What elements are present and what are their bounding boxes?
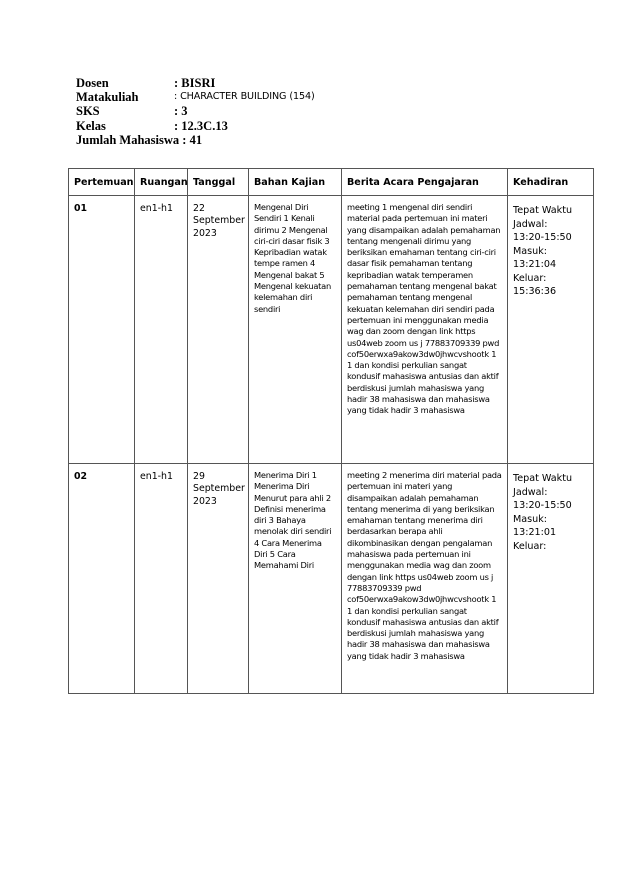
cell-bahan-kajian: Menerima Diri 1 Menerima Diri Menurut para ahli 2 Definisi menerima diri 3 Bahaya menolak diri sendiri 4 Cara Menerima Diri 5 Cara Memahami Diri xyxy=(249,464,342,694)
keluar-label: Keluar: xyxy=(513,540,547,552)
cell-pertemuan: 01 xyxy=(69,196,135,464)
info-kelas xyxy=(76,119,315,133)
info-value: : 41 xyxy=(182,132,203,147)
info-dosen xyxy=(76,76,315,90)
column-header: Tanggal xyxy=(188,169,249,196)
column-header: Kehadiran xyxy=(508,169,594,196)
jadwal-value: 13:20-15:50 xyxy=(513,232,572,243)
table-row xyxy=(69,464,594,694)
column-header: Bahan Kajian xyxy=(249,169,342,196)
cell-bahan-kajian: Mengenal Diri Sendiri 1 Kenali dirimu 2 Mengenal ciri-ciri dasar fisik 3 Kepribadian watak tempe ramen 4 Mengenal bakat 5 Mengenal kekuatan kelemahan diri sendiri xyxy=(249,196,342,464)
cell-ruangan: en1-h1 xyxy=(135,464,188,694)
cell-kehadiran xyxy=(508,196,594,464)
info-label: Kelas xyxy=(76,118,106,133)
cell-tanggal: 29 September 2023 xyxy=(188,464,249,694)
info-value: : BISRI xyxy=(174,76,216,90)
info-jumlah xyxy=(76,133,315,147)
info-label: Dosen xyxy=(76,76,109,90)
table-header-row xyxy=(69,169,594,196)
jadwal-value: 13:20-15:50 xyxy=(513,500,572,511)
info-label: Matakuliah xyxy=(76,90,139,105)
info-label: Jumlah Mahasiswa xyxy=(76,132,180,147)
course-info xyxy=(76,76,315,147)
column-header: Berita Acara Pengajaran xyxy=(342,169,508,196)
masuk-label: Masuk: xyxy=(513,513,548,525)
jadwal-label: Jadwal: xyxy=(513,486,548,498)
kehadiran-status: Tepat Waktu xyxy=(513,205,573,216)
masuk-value: 13:21:01 xyxy=(513,527,557,538)
cell-pertemuan: 02 xyxy=(69,464,135,694)
info-sks xyxy=(76,104,315,118)
masuk-value: 13:21:04 xyxy=(513,259,557,270)
kehadiran-status: Tepat Waktu xyxy=(513,473,573,484)
info-label: SKS xyxy=(76,104,100,119)
attendance-table xyxy=(68,168,594,694)
table-row xyxy=(69,196,594,464)
info-value: : CHARACTER BUILDING (154) xyxy=(174,91,315,103)
cell-ruangan: en1-h1 xyxy=(135,196,188,464)
cell-kehadiran xyxy=(508,464,594,694)
cell-berita-acara: meeting 2 menerima diri material pada pertemuan ini materi yang disampaikan adalah pemahaman tentang menerima di yang beriksikan emahaman tentang menerima diri berdasarkan berapa ahli dikombinasikan dengan pengalaman mahasiswa pada pertemuan ini menggunakan media wag dan zoom dengan link https us04web zoom us j 77883709339 pwd cof50erwxa9akow3dw0jhwcvshootk 1 1 dan kondisi perkulian sangat kondusif mahasiswa antusias dan aktif berdiskusi jumlah mahasiswa yang hadir 38 mahasiswa dan mahasiswa yang tidak hadir 3 mahasiswa xyxy=(342,464,508,694)
keluar-value: 15:36:36 xyxy=(513,286,557,297)
cell-tanggal: 22 September 2023 xyxy=(188,196,249,464)
cell-berita-acara: meeting 1 mengenal diri sendiri material pada pertemuan ini materi yang disampaikan adalah pemahaman tentang mengenali dirimu yang beriksikan emahaman tentang ciri-ciri dasar fisik pemahaman tentang kepribadian watak temperamen pemahaman tentang mengenal bakat pemahaman tentang mengenal kekuatan kelemahan diri sendiri pada pertemuan ini menggunakan media wag dan zoom dengan link https us04web zoom us j 77883709339 pwd cof50erwxa9akow3dw0jhwcvshootk 1 1 dan kondisi perkulian sangat kondusif mahasiswa antusias dan aktif berdiskusi jumlah mahasiswa yang hadir 38 mahasiswa dan mahasiswa yang tidak hadir 3 mahasiswa xyxy=(342,196,508,464)
info-matakuliah xyxy=(76,90,315,104)
column-header: Ruangan xyxy=(135,169,188,196)
masuk-label: Masuk: xyxy=(513,245,548,257)
info-value: : 3 xyxy=(174,104,188,119)
column-header: Pertemuan xyxy=(69,169,135,196)
info-value: : 12.3C.13 xyxy=(174,118,228,133)
keluar-label: Keluar: xyxy=(513,272,547,284)
jadwal-label: Jadwal: xyxy=(513,218,548,230)
